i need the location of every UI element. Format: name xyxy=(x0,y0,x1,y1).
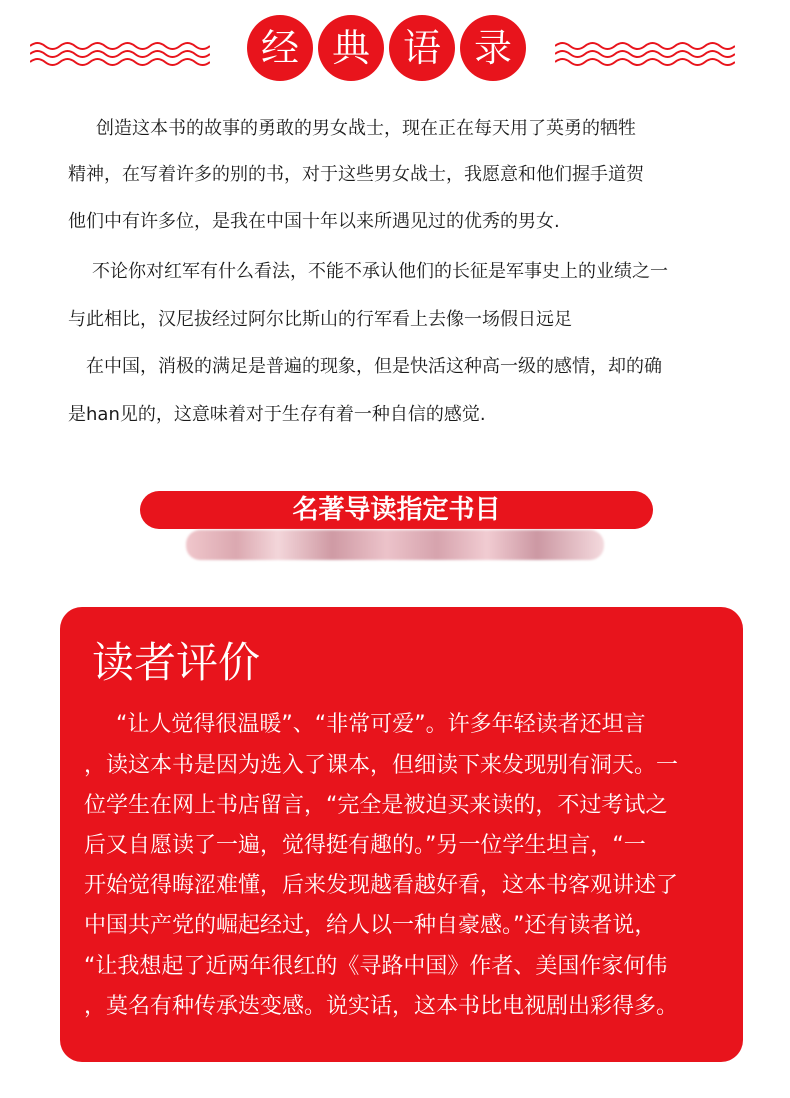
quote-line: 在中国，消极的满足是普遍的现象，但是快活这种高一级的感情，却的确 xyxy=(86,356,662,377)
title-char-2: 典 xyxy=(318,15,384,81)
section-header xyxy=(0,0,790,100)
review-line: 后又自愿读了一遍，觉得挺有趣的。”另一位学生坦言，“一 xyxy=(84,833,646,858)
quote-line: 不论你对红军有什么看法，不能不承认他们的长征是军事史上的业绩之一 xyxy=(92,261,668,282)
recommended-reading-banner: 名著导读指定书目 xyxy=(140,491,653,529)
quote-line: 是han见的，这意味着对于生存有着一种自信的感觉. xyxy=(68,404,486,425)
title-char-3: 语 xyxy=(389,15,455,81)
reader-review-card xyxy=(60,607,743,1062)
review-line: 开始觉得晦涩难懂，后来发现越看越好看，这本书客观讲述了 xyxy=(84,873,679,898)
review-line: ，莫名有种传承迭变感。说实话，这本书比电视剧出彩得多。 xyxy=(84,994,679,1019)
wave-decoration-left xyxy=(30,40,210,70)
quote-line: 精神，在写着许多的别的书，对于这些男女战士，我愿意和他们握手道贺 xyxy=(68,164,644,185)
wave-decoration-right xyxy=(555,40,735,70)
review-line: “让人觉得很温暖”、“非常可爱”。许多年轻读者还坦言 xyxy=(116,712,646,737)
title-char-1: 经 xyxy=(247,15,313,81)
quote-line: 他们中有许多位，是我在中国十年以来所遇见过的优秀的男女. xyxy=(68,211,560,232)
review-line: 位学生在网上书店留言，“完全是被迫买来读的，不过考试之 xyxy=(84,793,668,818)
quote-line: 创造这本书的故事的勇敢的男女战士，现在正在每天用了英勇的牺牲 xyxy=(96,118,636,139)
review-line: 中国共产党的崛起经过，给人以一种自豪感。”还有读者说， xyxy=(84,913,657,938)
review-line: “让我想起了近两年很红的《寻路中国》作者、美国作家何伟 xyxy=(84,954,668,979)
review-line: ，读这本书是因为选入了课本，但细读下来发现别有洞天。一 xyxy=(84,753,679,778)
review-title: 读者评价 xyxy=(92,638,261,687)
quote-line: 与此相比，汉尼拔经过阿尔比斯山的行军看上去像一场假日远足 xyxy=(68,309,572,330)
title-char-4: 录 xyxy=(460,15,526,81)
blurred-text-strip xyxy=(186,530,604,560)
